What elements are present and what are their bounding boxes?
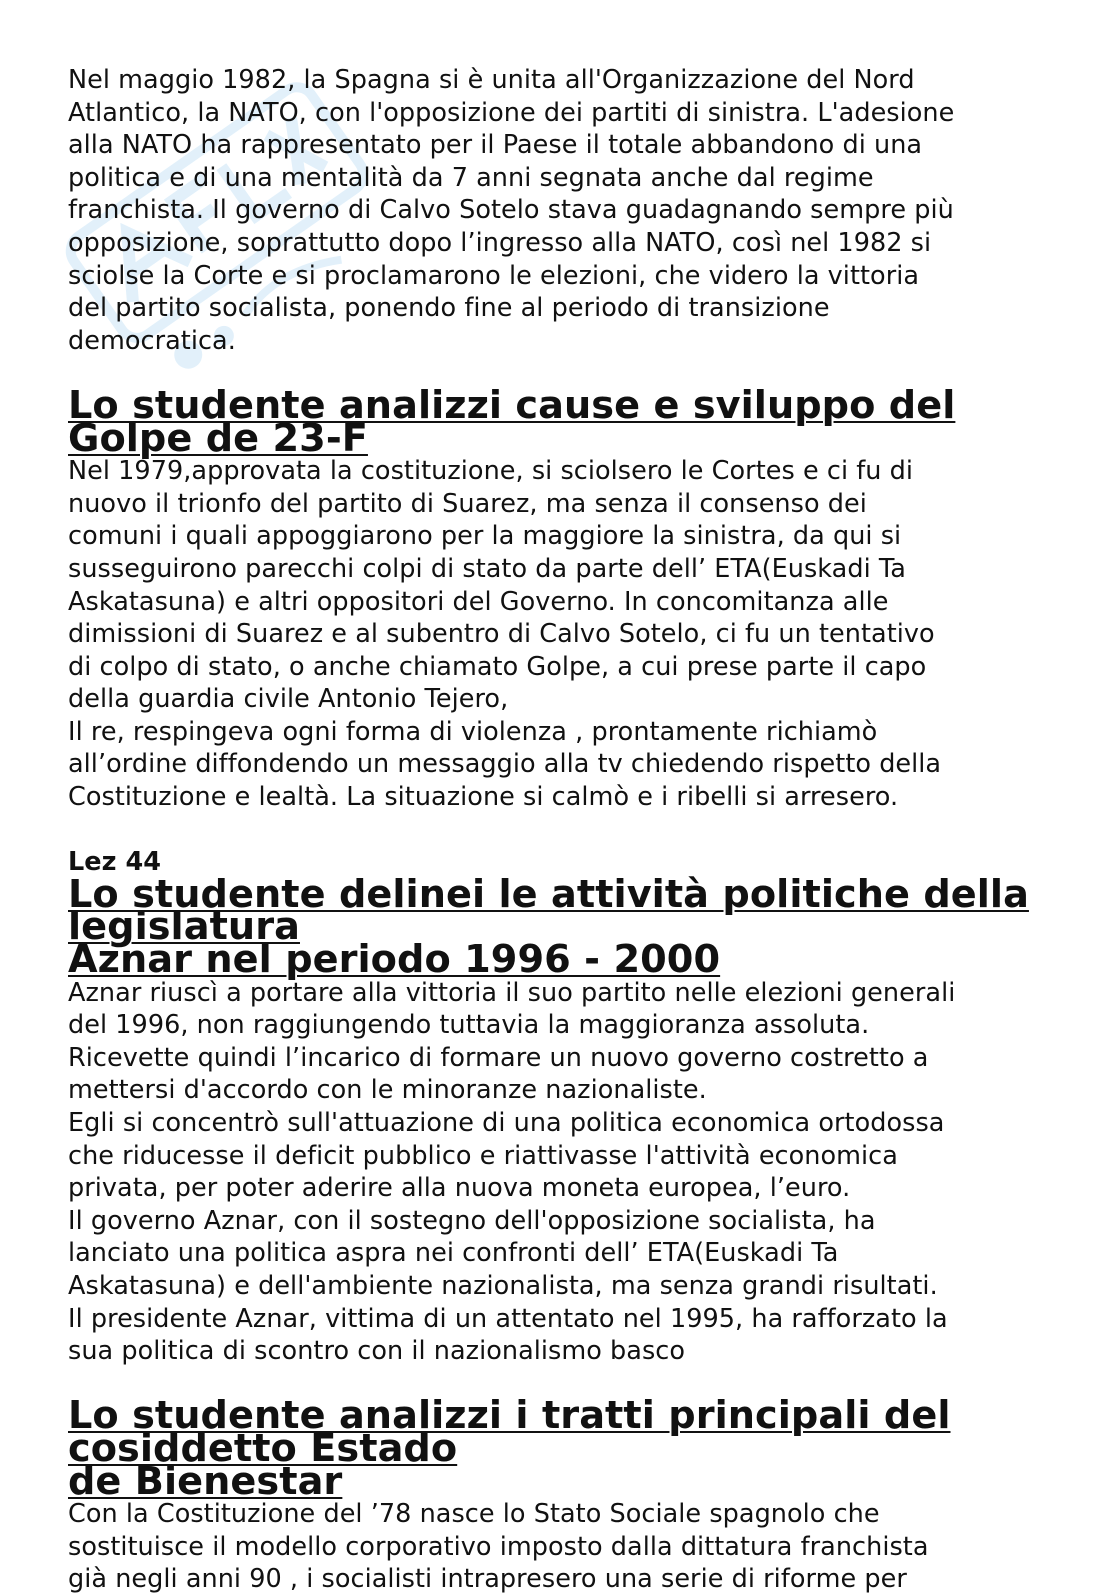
lesson-label: Lez 44	[68, 847, 162, 878]
bienestar-paragraph-1: Con la Costituzione del ’78 nasce lo Stato Sociale spagnolo che sostituisce il modello corporativo imposto dalla dittatura franchista già negli anni 90 , i socialisti intrapresero una serie di riforme per	[68, 1499, 929, 1595]
spacer	[68, 814, 1046, 847]
aznar-paragraph-1: Aznar riuscì a portare alla vittoria il suo partito nelle elezioni generali del 1996, non raggiungendo tuttavia la maggioranza assoluta. Ricevette quindi l’incarico di formare un nuovo governo costretto a mettersi d'accordo con le minoranze nazionaliste.	[68, 977, 956, 1106]
aznar-section-heading: Lo studente delinei le attività politiche della legislatura Aznar nel periodo 1996 - 2000	[68, 871, 1029, 983]
aznar-paragraph-4: Il presidente Aznar, vittima di un attentato nel 1995, ha rafforzato la sua politica di scontro con il nazionalismo basco	[68, 1303, 948, 1367]
golpe-section-heading: Lo studente analizzi cause e sviluppo del Golpe de 23-F	[68, 382, 956, 461]
intro-paragraph: Nel maggio 1982, la Spagna si è unita all'Organizzazione del Nord Atlantico, la NATO, con l'opposizione dei partiti di sinistra. L'adesione alla NATO ha rappresentato per il Paese il totale abbandono di una politica e di una mentalità da 7 anni segnata anche dal regime franchista. Il governo di Calvo Sotelo stava guadagnando sempre più opposizione, soprattutto dopo l’ingresso alla NATO, così nel 1982 si sciolse la Corte e si proclamarono le elezioni, che videro la vittoria del partito socialista, ponendo fine al periodo di transizione democratica.	[68, 65, 955, 356]
aznar-paragraph-2: Egli si concentrò sull'attuazione di una politica economica ortodossa che riducesse il deficit pubblico e riattivasse l'attività economica privata, per poter aderire alla nuova moneta europea, l’euro.	[68, 1108, 945, 1204]
aznar-paragraph-3: Il governo Aznar, con il sostegno dell'opposizione socialista, ha lanciato una politica aspra nei confronti dell’ ETA(Euskadi Ta Askatasuna) e dell'ambiente nazionalista, ma senza grandi risultati.	[68, 1205, 938, 1301]
golpe-paragraph-2: Il re, respingeva ogni forma di violenza , prontamente richiamò all’ordine diffondendo un messaggio alla tv chiedendo rispetto della Costituzione e lealtà. La situazione si calmò e i ribelli si arresero.	[68, 716, 942, 813]
golpe-paragraph-1: Nel 1979,approvata la costituzione, si sciolsero le Cortes e ci fu di nuovo il trionfo del partito di Suarez, ma senza il consenso dei comuni i quali appoggiarono per la maggiore la sinistra, da qui si susseguirono parecchi colpi di stato da parte dell’ ETA(Euskadi Ta Askatasuna) e altri oppositori del Governo. In concomitanza alle dimissioni di Suarez e al subentro di Calvo Sotelo, ci fu un tentativo di colpo di stato, o anche chiamato Golpe, a cui prese parte il capo della guardia civile Antonio Tejero,	[68, 456, 935, 715]
bienestar-section-heading: Lo studente analizzi i tratti principali del cosiddetto Estado de Bienestar	[68, 1393, 951, 1504]
